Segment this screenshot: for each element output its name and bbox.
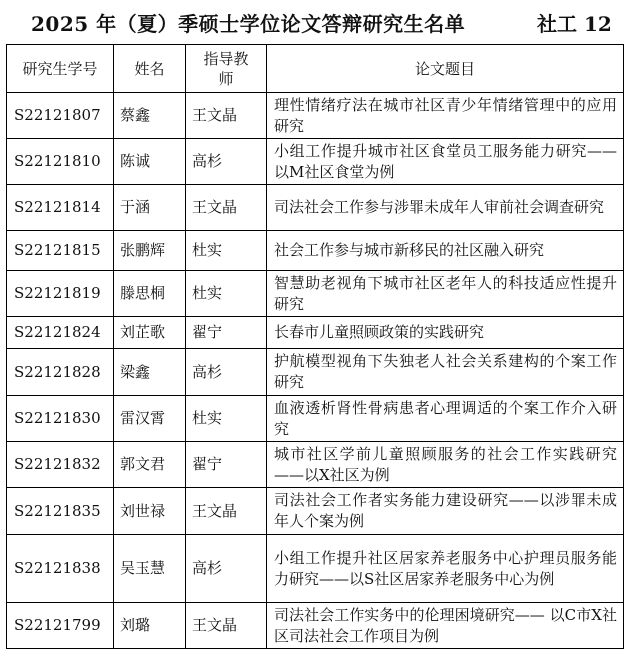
table-row — [7, 603, 624, 649]
advisor-cell: 高杉 — [186, 535, 267, 603]
topic-cell: 护航模型视角下失独老人社会关系建构的个案工作研究 — [267, 349, 624, 396]
student-name-cell: 于涵 — [114, 185, 186, 231]
student-id-cell: S22121815 — [7, 231, 114, 271]
table-row — [7, 349, 624, 396]
topic-cell: 社会工作参与城市新移民的社区融入研究 — [267, 231, 624, 271]
advisor-cell: 王文晶 — [186, 185, 267, 231]
student-id-cell: S22121799 — [7, 603, 114, 649]
table-row — [7, 317, 624, 349]
student-id-cell: S22121810 — [7, 139, 114, 185]
table-header-row — [7, 45, 624, 93]
student-id-cell: S22121832 — [7, 442, 114, 488]
topic-cell: 小组工作提升社区居家养老服务中心护理员服务能力研究——以S社区居家养老服务中心为例 — [267, 535, 624, 603]
topic-cell: 城市社区学前儿童照顾服务的社会工作实践研究——以X社区为例 — [267, 442, 624, 488]
student-name-cell: 郭文君 — [114, 442, 186, 488]
page-header — [0, 8, 629, 40]
advisor-cell: 高杉 — [186, 349, 267, 396]
advisor-cell: 杜实 — [186, 396, 267, 442]
table-row — [7, 535, 624, 603]
student-id-cell: S22121824 — [7, 317, 114, 349]
advisor-cell: 翟宁 — [186, 442, 267, 488]
defense-list-table — [6, 44, 624, 649]
student-name-cell: 滕思桐 — [114, 271, 186, 317]
topic-cell: 司法社会工作者实务能力建设研究——以涉罪未成年人个案为例 — [267, 488, 624, 535]
student-name-cell: 刘世禄 — [114, 488, 186, 535]
topic-cell: 长春市儿童照顾政策的实践研究 — [267, 317, 624, 349]
table-row — [7, 271, 624, 317]
student-name-cell: 梁鑫 — [114, 349, 186, 396]
table-row — [7, 139, 624, 185]
advisor-cell: 王文晶 — [186, 93, 267, 139]
topic-cell: 小组工作提升城市社区食堂员工服务能力研究——以M社区食堂为例 — [267, 139, 624, 185]
table-row — [7, 93, 624, 139]
student-id-cell: S22121807 — [7, 93, 114, 139]
table-row — [7, 442, 624, 488]
table-row — [7, 231, 624, 271]
table-row — [7, 185, 624, 231]
advisor-cell: 高杉 — [186, 139, 267, 185]
advisor-cell: 杜实 — [186, 231, 267, 271]
student-name-cell: 雷汉霄 — [114, 396, 186, 442]
page-title: 2025 年（夏）季硕士学位论文答辩研究生名单 — [31, 12, 466, 36]
student-name-cell: 吴玉慧 — [114, 535, 186, 603]
advisor-cell: 王文晶 — [186, 603, 267, 649]
topic-cell: 理性情绪疗法在城市社区青少年情绪管理中的应用研究 — [267, 93, 624, 139]
student-name-cell: 蔡鑫 — [114, 93, 186, 139]
topic-cell: 司法社会工作实务中的伦理困境研究—— 以C市X社区司法社会工作项目为例 — [267, 603, 624, 649]
student-id-cell: S22121819 — [7, 271, 114, 317]
student-name-cell: 刘璐 — [114, 603, 186, 649]
column-header-student-id: 研究生学号 — [7, 45, 114, 93]
student-id-cell: S22121828 — [7, 349, 114, 396]
column-header-advisor: 指导教师 — [186, 45, 267, 93]
table-row — [7, 488, 624, 535]
student-name-cell: 张鹏辉 — [114, 231, 186, 271]
student-name-cell: 刘芷歌 — [114, 317, 186, 349]
student-id-cell: S22121830 — [7, 396, 114, 442]
student-id-cell: S22121835 — [7, 488, 114, 535]
student-id-cell: S22121814 — [7, 185, 114, 231]
student-id-cell: S22121838 — [7, 535, 114, 603]
column-header-topic: 论文题目 — [267, 45, 624, 93]
topic-cell: 司法社会工作参与涉罪未成年人审前社会调查研究 — [267, 185, 624, 231]
table-row — [7, 396, 624, 442]
major-label: 社工 12 — [537, 12, 612, 36]
column-header-name: 姓名 — [114, 45, 186, 93]
advisor-cell: 王文晶 — [186, 488, 267, 535]
advisor-cell: 杜实 — [186, 271, 267, 317]
student-name-cell: 陈诚 — [114, 139, 186, 185]
advisor-cell: 翟宁 — [186, 317, 267, 349]
topic-cell: 血液透析肾性骨病患者心理调适的个案工作介入研究 — [267, 396, 624, 442]
topic-cell: 智慧助老视角下城市社区老年人的科技适应性提升研究 — [267, 271, 624, 317]
